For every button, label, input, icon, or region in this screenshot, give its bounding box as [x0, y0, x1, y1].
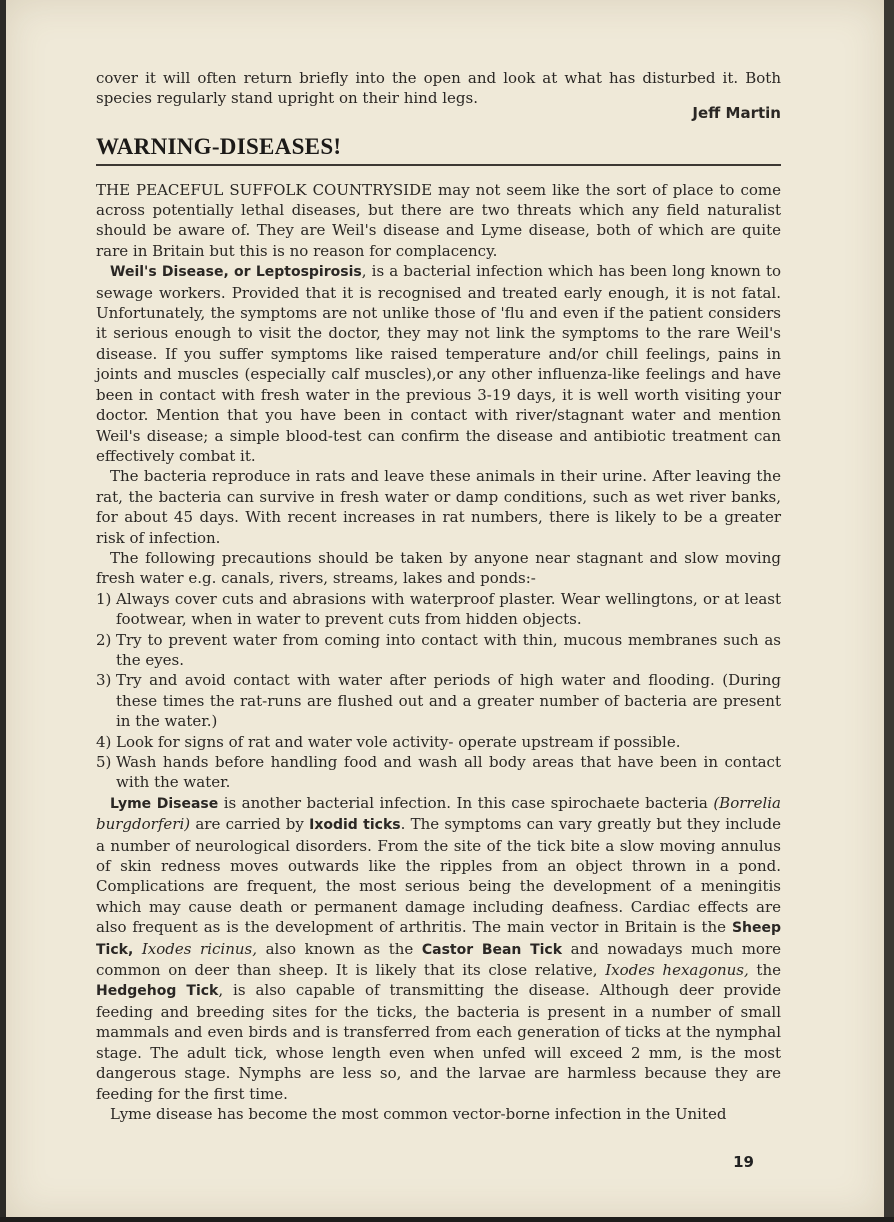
lyme-text-5: and nowadays much more common on deer than sheep. It is likely that its close relative,: [96, 939, 782, 980]
hedgehog-tick-term: Hedgehog Tick: [96, 983, 219, 1000]
weils-term: Weil's Disease, or Leptospirosis: [110, 264, 362, 281]
list-number: 3): [96, 671, 112, 690]
intro-paragraph: cover it will often return briefly into the open and look at what has disturbed it. Both species regularly stand upright on their hind legs.: [96, 69, 781, 108]
list-text: Wash hands before handling food and wash all body areas that have been in contact with the water.: [116, 753, 781, 792]
ricinus-species: Ixodes ricinus,: [141, 939, 257, 958]
lyme-text-4: also known as the: [257, 939, 422, 958]
list-item: [96, 752, 781, 793]
bacteria-paragraph: The bacteria reproduce in rats and leave these animals in their urine. After leaving the rat, the bacteria can survive in fresh water or damp conditions, such as wet river banks, for about 45 days. With recent increases in rat numbers, there is likely to be a greater risk of infection.: [96, 467, 781, 547]
author-name: Jeff Martin: [692, 103, 781, 122]
list-number: 4): [96, 732, 112, 751]
page-content: [96, 68, 781, 1124]
intro-article-paragraph: THE PEACEFUL SUFFOLK COUNTRYSIDE may not seem like the sort of place to come across potentially lethal diseases, but there are two threats which any field naturalist should be aware of. They are Weil's disease and Lyme disease, both of which are quite rare in Britain but this is no reason for complacency.: [96, 180, 781, 260]
lyme-text-3: . The symptoms can vary greatly but they include a number of neurological disorders. From the site of the tick bite a slow moving annulus of skin redness moves outwards like the ripples from an object thrown in a pond. Complications are frequent, the most serious being the development of a meningitis which may cause death or permanent damage including deafness. Cardiac effects are also frequent as is the development of arthritis. The main vector in Britain is the: [96, 815, 781, 937]
castor-bean-tick-term: Castor Bean Tick: [421, 941, 563, 958]
list-item: [96, 732, 781, 752]
magazine-page: [6, 0, 884, 1218]
weils-paragraph: [96, 261, 781, 466]
lyme-text-2: are carried by: [190, 815, 310, 834]
closing-line: Lyme disease has become the most common vector-borne infection in the United: [110, 1104, 727, 1123]
precautions-list: [96, 589, 781, 793]
list-item: [96, 670, 781, 731]
lyme-text-1: is another bacterial infection. In this case spirochaete bacteria: [218, 793, 714, 812]
page-edge: [884, 0, 894, 1222]
borrelia-species: (Borrelia burgdorferi): [96, 793, 781, 834]
list-item: [96, 589, 781, 630]
list-number: 5): [96, 753, 112, 771]
list-text: Try to prevent water from coming into contact with thin, mucous membranes such as the eyes.: [116, 630, 781, 669]
lyme-term: Lyme Disease: [110, 795, 219, 812]
ixodid-ticks-term: Ixodid ticks: [309, 817, 401, 834]
list-text: Try and avoid contact with water after periods of high water and flooding. (During these times the rat-runs are flushed out and a greater number of bacteria are present in the water.): [116, 671, 781, 731]
lyme-text-7: , is also capable of transmitting the disease. Although deer provide feeding and breeding sites for the ticks, the bacteria is present in a number of small mammals and even birds and is transferred from each generation of ticks at the nymphal stage. The adult tick, whose length even when unfed will exceed 2 mm, is the most dangerous stage. Nymphs are less so, and the larvae are harmless because they are feeding for the first time.: [96, 981, 781, 1103]
list-text: Look for signs of rat and water vole activity- operate upstream if possible.: [116, 732, 681, 751]
list-text: Always cover cuts and abrasions with waterproof plaster. Wear wellingtons, or at least footwear, when in water to prevent cuts from hidden objects.: [116, 589, 781, 629]
list-item: [96, 630, 781, 671]
lyme-paragraph: [96, 793, 781, 1104]
article-title: WARNING-DISEASES!: [96, 134, 342, 160]
previous-article-ending: [96, 68, 781, 123]
weils-text: , is a bacterial infection which has been long known to sewage workers. Provided that it is recognised and treated early enough, it is not fatal. Unfortunately, the symptoms are not unlike those of 'flu and even if the patient considers it serious enough to visit the doctor, they may not link the symptoms to the rare Weil's disease. If you suffer symptoms like raised temperature and/or chill feelings, pains in joints and muscles (especially calf muscles),or any other influenza-like feelings and have been in contact with fresh water in the previous 3-19 days, it is well worth visiting your doctor. Mention that you have been in contact with river/stagnant water and mention Weil's disease; a simple blood-test can confirm the disease and antibiotic treatment can effectively combat it.: [96, 262, 782, 465]
sheep-tick-term: Sheep Tick,: [96, 920, 781, 958]
lyme-text-6: the: [748, 961, 781, 980]
hexagonus-species: Ixodes hexagonus,: [605, 961, 749, 980]
page-bottom-edge: [0, 1217, 894, 1222]
list-number: 2): [96, 630, 112, 649]
list-number: 1): [96, 589, 112, 608]
page-number: 19: [733, 1153, 754, 1171]
title-rule: [96, 164, 781, 166]
precautions-intro: The following precautions should be taken by anyone near stagnant and slow moving fresh water e.g. canals, rivers, streams, lakes and ponds:-: [96, 548, 781, 588]
